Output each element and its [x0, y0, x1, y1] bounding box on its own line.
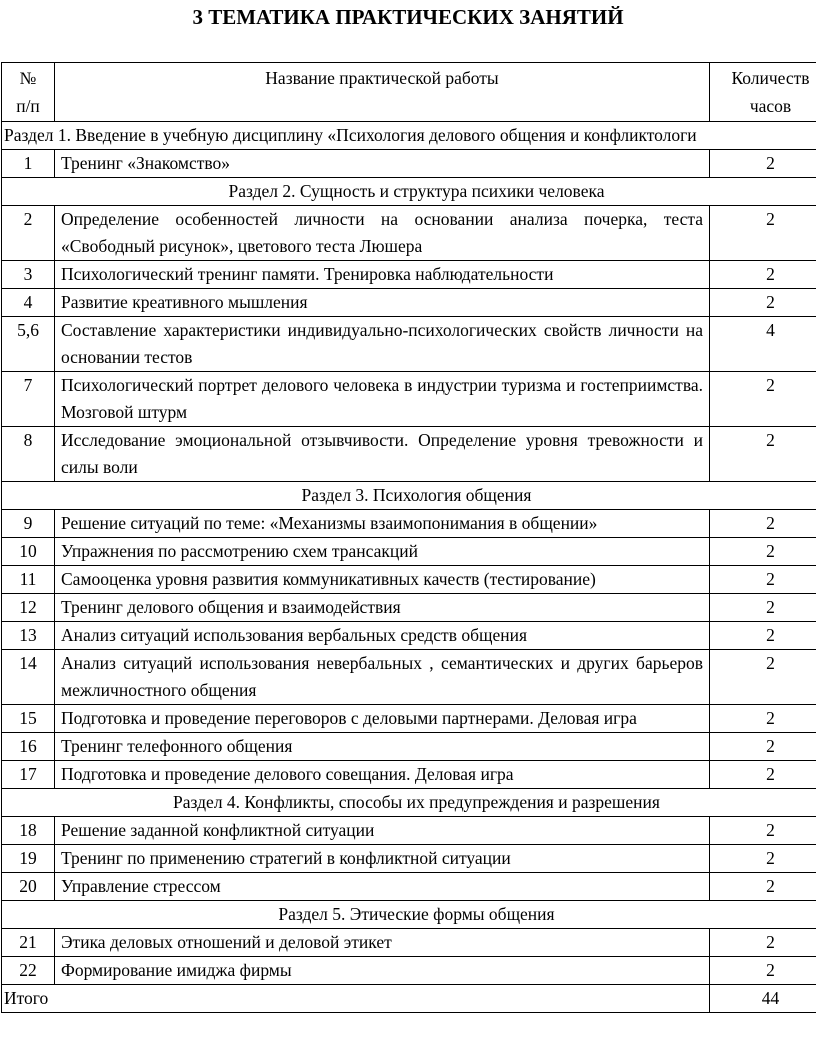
row-title: Составление характеристики индивидуально-психологических свойств личности на основании тестов — [55, 317, 710, 372]
row-title: Определение особенностей личности на основании анализа почерка, теста «Свободный рисунок», цветового теста Люшера — [55, 206, 710, 261]
section-row — [2, 482, 816, 510]
row-title: Формирование имиджа фирмы — [55, 957, 710, 985]
row-hours: 4 — [710, 317, 816, 372]
row-title: Психологический портрет делового человека в индустрии туризма и гостеприимства. Мозговой штурм — [55, 372, 710, 427]
row-number: 15 — [2, 705, 55, 733]
table-row — [2, 510, 816, 538]
page-title: 3 ТЕМАТИКА ПРАКТИЧЕСКИХ ЗАНЯТИЙ — [192, 5, 624, 29]
row-number: 22 — [2, 957, 55, 985]
row-number: 7 — [2, 372, 55, 427]
row-number: 9 — [2, 510, 55, 538]
table-row — [2, 317, 816, 372]
row-title: Подготовка и проведение переговоров с деловыми партнерами. Деловая игра — [55, 705, 710, 733]
section-row — [2, 789, 816, 817]
row-hours: 2 — [710, 929, 816, 957]
row-number: 1 — [2, 150, 55, 178]
table-row — [2, 705, 816, 733]
row-number: 3 — [2, 261, 55, 289]
table-row — [2, 845, 816, 873]
table-row — [2, 761, 816, 789]
row-title: Анализ ситуаций использования невербальных , семантических и других барьеров межличностного общения — [55, 650, 710, 705]
row-title: Решение заданной конфликтной ситуации — [55, 817, 710, 845]
row-title: Психологический тренинг памяти. Тренировка наблюдательности — [55, 261, 710, 289]
row-hours: 2 — [710, 538, 816, 566]
row-hours: 2 — [710, 957, 816, 985]
row-hours: 2 — [710, 261, 816, 289]
row-title: Тренинг по применению стратегий в конфликтной ситуации — [55, 845, 710, 873]
row-title: Анализ ситуаций использования вербальных средств общения — [55, 622, 710, 650]
header-number-line2: п/п — [16, 96, 40, 116]
row-number: 14 — [2, 650, 55, 705]
row-hours: 2 — [710, 427, 816, 482]
table-row — [2, 150, 816, 178]
row-title: Решение ситуаций по теме: «Механизмы взаимопонимания в общении» — [55, 510, 710, 538]
row-title: Тренинг телефонного общения — [55, 733, 710, 761]
row-hours: 2 — [710, 206, 816, 261]
row-number: 16 — [2, 733, 55, 761]
row-number: 4 — [2, 289, 55, 317]
practical-lessons-table — [1, 62, 816, 1013]
row-hours: 2 — [710, 873, 816, 901]
row-number: 18 — [2, 817, 55, 845]
row-hours: 2 — [710, 150, 816, 178]
section-title: Раздел 4. Конфликты, способы их предупреждения и разрешения — [2, 789, 816, 817]
table-row — [2, 817, 816, 845]
header-hours-line2: часов — [749, 96, 792, 116]
table-row — [2, 206, 816, 261]
row-hours: 2 — [710, 566, 816, 594]
row-number: 20 — [2, 873, 55, 901]
row-title: Самооценка уровня развития коммуникативных качеств (тестирование) — [55, 566, 710, 594]
table-row — [2, 733, 816, 761]
row-number: 11 — [2, 566, 55, 594]
row-hours: 2 — [710, 733, 816, 761]
table-row — [2, 261, 816, 289]
row-number: 17 — [2, 761, 55, 789]
section-row — [2, 178, 816, 206]
section-title: Раздел 1. Введение в учебную дисциплину «Психология делового общения и конфликтологи — [2, 122, 816, 150]
row-hours: 2 — [710, 817, 816, 845]
row-hours: 2 — [710, 650, 816, 705]
row-hours: 2 — [710, 372, 816, 427]
total-row — [2, 985, 816, 1013]
row-title: Подготовка и проведение делового совещания. Деловая игра — [55, 761, 710, 789]
table-row — [2, 622, 816, 650]
header-number-line1: № — [19, 68, 37, 88]
row-hours: 2 — [710, 845, 816, 873]
header-hours-cell — [710, 63, 816, 122]
row-title: Исследование эмоциональной отзывчивости. Определение уровня тревожности и силы воли — [55, 427, 710, 482]
row-number: 19 — [2, 845, 55, 873]
table-row — [2, 289, 816, 317]
total-label: Итого — [2, 985, 710, 1013]
row-hours: 2 — [710, 594, 816, 622]
row-title: Развитие креативного мышления — [55, 289, 710, 317]
row-number: 5,6 — [2, 317, 55, 372]
table-row — [2, 566, 816, 594]
row-hours: 2 — [710, 510, 816, 538]
row-hours: 2 — [710, 705, 816, 733]
row-title: Управление стрессом — [55, 873, 710, 901]
row-hours: 2 — [710, 622, 816, 650]
row-title: Тренинг делового общения и взаимодействия — [55, 594, 710, 622]
row-number: 12 — [2, 594, 55, 622]
row-number: 8 — [2, 427, 55, 482]
header-name-cell: Название практической работы — [55, 63, 710, 122]
row-hours: 2 — [710, 761, 816, 789]
table-row — [2, 929, 816, 957]
section-title: Раздел 2. Сущность и структура психики человека — [2, 178, 816, 206]
table-header-row — [2, 63, 816, 122]
table-row — [2, 538, 816, 566]
section-title: Раздел 3. Психология общения — [2, 482, 816, 510]
header-hours-line1: Количеств — [731, 68, 810, 88]
row-hours: 2 — [710, 289, 816, 317]
row-title: Этика деловых отношений и деловой этикет — [55, 929, 710, 957]
total-hours: 44 — [710, 985, 816, 1013]
section-row — [2, 122, 816, 150]
table-row — [2, 957, 816, 985]
row-number: 2 — [2, 206, 55, 261]
table-row — [2, 427, 816, 482]
table-row — [2, 873, 816, 901]
section-row — [2, 901, 816, 929]
table-row — [2, 372, 816, 427]
header-number-cell — [2, 63, 55, 122]
row-title: Упражнения по рассмотрению схем трансакций — [55, 538, 710, 566]
table-row — [2, 594, 816, 622]
row-number: 13 — [2, 622, 55, 650]
row-number: 10 — [2, 538, 55, 566]
table-row — [2, 650, 816, 705]
section-title: Раздел 5. Этические формы общения — [2, 901, 816, 929]
row-title: Тренинг «Знакомство» — [55, 150, 710, 178]
row-number: 21 — [2, 929, 55, 957]
